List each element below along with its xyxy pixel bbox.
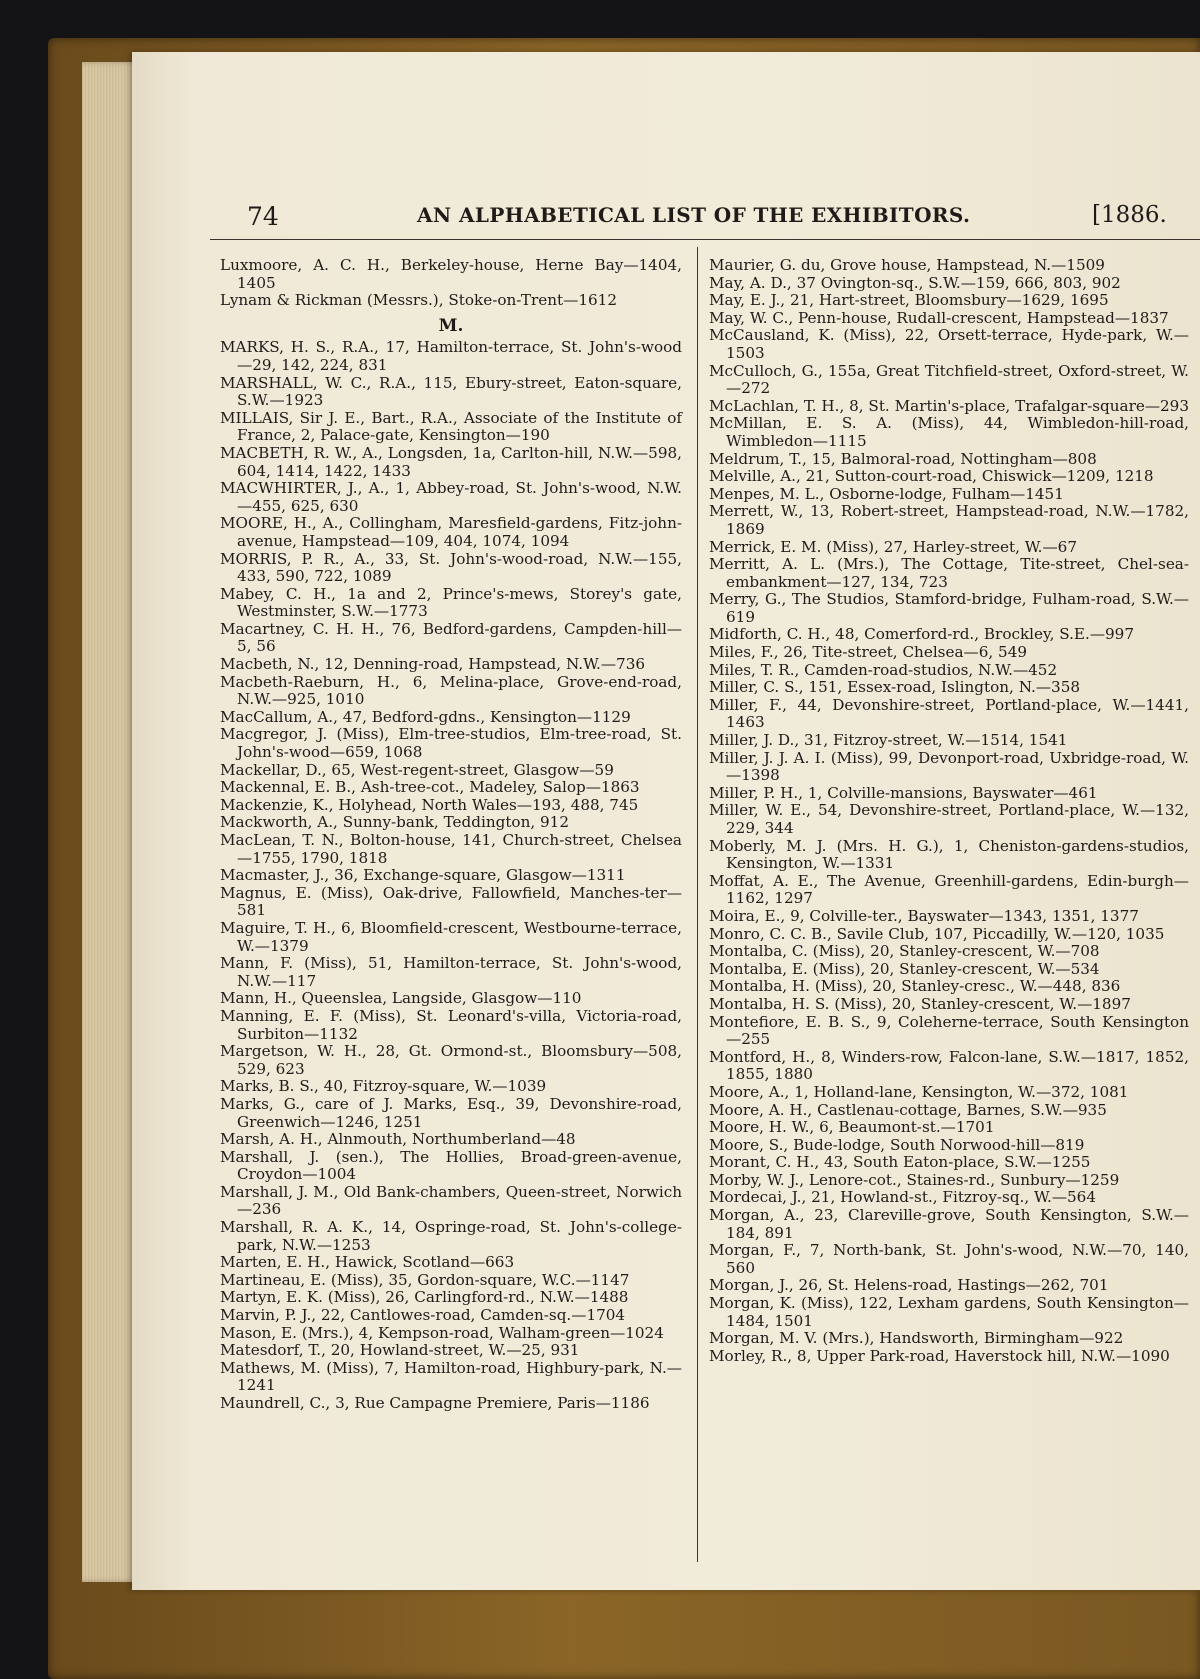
exhibitor-entry: Montalba, H. (Miss), 20, Stanley-cresc., W.—448, 836 — [709, 977, 1121, 996]
exhibitor-entry: Moore, S., Bude-lodge, South Norwood-hill—819 — [709, 1135, 1085, 1154]
running-header — [132, 202, 1200, 238]
exhibitor-entry: Mann, F. (Miss), 51, Hamilton-terrace, St. John's-wood, N.W.—117 — [220, 954, 682, 990]
exhibitor-entry: Macartney, C. H. H., 76, Bedford-gardens, Campden-hill—5, 56 — [220, 619, 682, 656]
exhibitor-entry: Mason, E. (Mrs.), 4, Kempson-road, Walham-green—1024 — [220, 1323, 664, 1342]
exhibitor-entry: Miller, W. E., 54, Devonshire-street, Portland-place, W.—132, 229, 344 — [709, 801, 1189, 837]
exhibitor-entry: Marshall, R. A. K., 14, Ospringe-road, St. John's-college-park, N.W.—1253 — [220, 1218, 682, 1254]
exhibitor-entry: Magnus, E. (Miss), Oak-drive, Fallowfield, Manches-ter—581 — [220, 883, 682, 920]
exhibitor-entry: Marks, G., care of J. Marks, Esq., 39, Devonshire-road, Greenwich—1246, 1251 — [220, 1094, 682, 1131]
exhibitor-entry: Manning, E. F. (Miss), St. Leonard's-villa, Victoria-road, Surbiton—1132 — [220, 1006, 682, 1043]
exhibitor-entry: MOORE, H., A., Collingham, Maresfield-gardens, Fitz-john-avenue, Hampstead—109, 404, 1074, 1094 — [220, 514, 682, 550]
exhibitor-entry: Midforth, C. H., 48, Comerford-rd., Brockley, S.E.—997 — [709, 625, 1135, 644]
exhibitor-entry: Martineau, E. (Miss), 35, Gordon-square, W.C.—1147 — [220, 1270, 630, 1289]
exhibitor-entry: Mabey, C. H., 1a and 2, Prince's-mews, Storey's gate, Westminster, S.W.—1773 — [220, 584, 682, 621]
exhibitor-entry: Menpes, M. L., Osborne-lodge, Fulham—1451 — [709, 484, 1064, 503]
exhibitor-entry: May, A. D., 37 Ovington-sq., S.W.—159, 666, 803, 902 — [709, 273, 1121, 292]
exhibitor-entry: Miller, C. S., 151, Essex-road, Islington, N.—358 — [709, 678, 1081, 697]
exhibitor-entry: Maurier, G. du, Grove house, Hampstead, N.—1509 — [709, 256, 1105, 274]
exhibitor-entry: Lynam & Rickman (Messrs.), Stoke-on-Trent—1612 — [220, 291, 617, 310]
column-divider — [697, 247, 698, 1562]
exhibitor-entry: MARKS, H. S., R.A., 17, Hamilton-terrace, St. John's-wood—29, 142, 224, 831 — [220, 338, 682, 374]
exhibitor-entry: MacCallum, A., 47, Bedford-gdns., Kensington—1129 — [220, 707, 631, 726]
exhibitor-entry: McCulloch, G., 155a, Great Titchfield-street, Oxford-street, W.—272 — [709, 361, 1189, 398]
exhibitor-entry: Marten, E. H., Hawick, Scotland—663 — [220, 1253, 515, 1272]
exhibitor-entry: Morgan, A., 23, Clareville-grove, South Kensington, S.W.—184, 891 — [709, 1206, 1189, 1242]
exhibitor-entry: Mathews, M. (Miss), 7, Hamilton-road, Highbury-park, N.—1241 — [220, 1358, 682, 1395]
exhibitor-entry: Marvin, P. J., 22, Cantlowes-road, Camden-sq.—1704 — [220, 1306, 626, 1325]
exhibitor-entry: McMillan, E. S. A. (Miss), 44, Wimbledon-hill-road, Wimbledon—1115 — [709, 414, 1189, 450]
exhibitor-entry: Moore, H. W., 6, Beaumont-st.—1701 — [709, 1118, 995, 1137]
exhibitor-entry: Miller, P. H., 1, Colville-mansions, Bayswater—461 — [709, 783, 1098, 802]
exhibitor-entry: Mackworth, A., Sunny-bank, Teddington, 912 — [220, 813, 570, 832]
right-column — [709, 257, 1189, 1365]
running-title: AN ALPHABETICAL LIST OF THE EXHIBITORS. — [417, 203, 971, 227]
exhibitor-entry: MARSHALL, W. C., R.A., 115, Ebury-street, Eaton-square, S.W.—1923 — [220, 373, 682, 410]
exhibitor-entry: Moira, E., 9, Colville-ter., Bayswater—1343, 1351, 1377 — [709, 906, 1139, 925]
exhibitor-entry: Montford, H., 8, Winders-row, Falcon-lane, S.W.—1817, 1852, 1855, 1880 — [709, 1047, 1189, 1084]
exhibitor-entry: Luxmoore, A. C. H., Berkeley-house, Herne Bay—1404, 1405 — [220, 256, 682, 292]
exhibitor-entry: Merry, G., The Studios, Stamford-bridge, Fulham-road, S.W.—619 — [709, 590, 1189, 626]
exhibitor-entry: Morley, R., 8, Upper Park-road, Haverstock hill, N.W.—1090 — [709, 1346, 1170, 1365]
exhibitor-entry: Moore, A., 1, Holland-lane, Kensington, W.—372, 1081 — [709, 1082, 1129, 1101]
exhibitor-entry: Macbeth, N., 12, Denning-road, Hampstead, N.W.—736 — [220, 655, 646, 674]
exhibitor-entry: Moffat, A. E., The Avenue, Greenhill-gardens, Edin-burgh—1162, 1297 — [709, 871, 1189, 908]
exhibitor-entry: McLachlan, T. H., 8, St. Martin's-place, Trafalgar-square—293 — [709, 396, 1190, 415]
exhibitor-entry: May, E. J., 21, Hart-street, Bloomsbury—1629, 1695 — [709, 291, 1109, 310]
exhibitor-entry: Morgan, K. (Miss), 122, Lexham gardens, South Kensington—1484, 1501 — [709, 1294, 1189, 1330]
exhibitor-entry: Morby, W. J., Lenore-cot., Staines-rd., Sunbury—1259 — [709, 1170, 1120, 1189]
exhibitor-entry: MacLean, T. N., Bolton-house, 141, Church-street, Chelsea—1755, 1790, 1818 — [220, 831, 682, 867]
exhibitor-entry: Morgan, M. V. (Mrs.), Handsworth, Birmingham—922 — [709, 1329, 1124, 1348]
exhibitor-entry: Montefiore, E. B. S., 9, Coleherne-terrace, South Kensington—255 — [709, 1012, 1189, 1049]
exhibitor-entry: Mordecai, J., 21, Howland-st., Fitzroy-sq., W.—564 — [709, 1188, 1096, 1207]
exhibitor-entry: Marshall, J. (sen.), The Hollies, Broad-green-avenue, Croydon—1004 — [220, 1147, 682, 1184]
exhibitor-entry: MILLAIS, Sir J. E., Bart., R.A., Associate of the Institute of France, 2, Palace-gate, Kensington—190 — [220, 408, 682, 445]
exhibitor-entry: Marsh, A. H., Alnmouth, Northumberland—48 — [220, 1130, 576, 1149]
exhibitor-entry: Merrick, E. M. (Miss), 27, Harley-street, W.—67 — [709, 537, 1078, 556]
header-rule — [210, 239, 1200, 240]
exhibitor-entry: Matesdorf, T., 20, Howland-street, W.—25, 931 — [220, 1341, 580, 1360]
exhibitor-entry: MACWHIRTER, J., A., 1, Abbey-road, St. John's-wood, N.W.—455, 625, 630 — [220, 479, 682, 515]
exhibitor-entry: Morgan, J., 26, St. Helens-road, Hastings—262, 701 — [709, 1276, 1109, 1295]
exhibitor-entry: Miller, F., 44, Devonshire-street, Portland-place, W.—1441, 1463 — [709, 695, 1189, 732]
exhibitor-entry: Morgan, F., 7, North-bank, St. John's-wood, N.W.—70, 140, 560 — [709, 1241, 1189, 1277]
exhibitor-entry: Mackenzie, K., Holyhead, North Wales—193, 488, 745 — [220, 795, 639, 814]
section-letter: M. — [438, 315, 464, 336]
exhibitor-entry: Mann, H., Queenslea, Langside, Glasgow—110 — [220, 989, 582, 1008]
book-page — [132, 52, 1200, 1590]
exhibitor-entry: Montalba, E. (Miss), 20, Stanley-crescent, W.—534 — [709, 959, 1100, 978]
exhibitor-entry: Moore, A. H., Castlenau-cottage, Barnes, S.W.—935 — [709, 1100, 1107, 1119]
exhibitor-entry: Morant, C. H., 43, South Eaton-place, S.W.—1255 — [709, 1153, 1091, 1172]
left-column — [220, 257, 682, 1413]
exhibitor-entry: MACBETH, R. W., A., Longsden, 1a, Carlton-hill, N.W.—598, 604, 1414, 1422, 1433 — [220, 443, 682, 480]
exhibitor-entry: Mackellar, D., 65, West-regent-street, Glasgow—59 — [220, 760, 614, 779]
exhibitor-entry: Miles, F., 26, Tite-street, Chelsea—6, 549 — [709, 643, 1028, 662]
exhibitor-entry: Macmaster, J., 36, Exchange-square, Glasgow—1311 — [220, 866, 626, 885]
exhibitor-entry: Martyn, E. K. (Miss), 26, Carlingford-rd., N.W.—1488 — [220, 1288, 629, 1307]
exhibitor-entry: Marks, B. S., 40, Fitzroy-square, W.—1039 — [220, 1077, 547, 1096]
exhibitor-entry: Maguire, T. H., 6, Bloomfield-crescent, Westbourne-terrace, W.—1379 — [220, 918, 682, 955]
exhibitor-entry: MORRIS, P. R., A., 33, St. John's-wood-road, N.W.—155, 433, 590, 722, 1089 — [220, 549, 682, 586]
exhibitor-entry: Mackennal, E. B., Ash-tree-cot., Madeley, Salop—1863 — [220, 778, 640, 797]
exhibitor-entry: Miller, J. J. A. I. (Miss), 99, Devonport-road, Uxbridge-road, W.—1398 — [709, 748, 1189, 785]
exhibitor-entry: Montalba, C. (Miss), 20, Stanley-crescent, W.—708 — [709, 942, 1100, 961]
exhibitor-entry: Moberly, M. J. (Mrs. H. G.), 1, Cheniston-gardens-studios, Kensington, W.—1331 — [709, 836, 1189, 873]
exhibitor-entry: Melville, A., 21, Sutton-court-road, Chiswick—1209, 1218 — [709, 467, 1154, 486]
exhibitor-entry: Miller, J. D., 31, Fitzroy-street, W.—1514, 1541 — [709, 731, 1068, 750]
exhibitor-entry: Marshall, J. M., Old Bank-chambers, Queen-street, Norwich—236 — [220, 1182, 682, 1219]
exhibitor-entry: McCausland, K. (Miss), 22, Orsett-terrace, Hyde-park, W.—1503 — [709, 326, 1189, 362]
page-edges — [82, 62, 138, 1582]
exhibitor-entry: Merritt, A. L. (Mrs.), The Cottage, Tite-street, Chel-sea-embankment—127, 134, 723 — [709, 555, 1189, 591]
exhibitor-entry: Macbeth-Raeburn, H., 6, Melina-place, Grove-end-road, N.W.—925, 1010 — [220, 672, 682, 709]
exhibitor-entry: Monro, C. C. B., Savile Club, 107, Piccadilly, W.—120, 1035 — [709, 924, 1165, 943]
exhibitor-entry: Montalba, H. S. (Miss), 20, Stanley-crescent, W.—1897 — [709, 994, 1131, 1013]
exhibitor-entry: Miles, T. R., Camden-road-studios, N.W.—452 — [709, 660, 1058, 679]
year-label: [1886. — [1092, 202, 1167, 228]
exhibitor-entry: Macgregor, J. (Miss), Elm-tree-studios, Elm-tree-road, St. John's-wood—659, 1068 — [220, 725, 682, 762]
exhibitor-entry: Merrett, W., 13, Robert-street, Hampstead-road, N.W.—1782, 1869 — [709, 502, 1189, 538]
exhibitor-entry: May, W. C., Penn-house, Rudall-crescent, Hampstead—1837 — [709, 308, 1169, 327]
exhibitor-entry: Maundrell, C., 3, Rue Campagne Premiere, Paris—1186 — [220, 1394, 650, 1412]
page-number: 74 — [247, 202, 279, 231]
exhibitor-entry: Meldrum, T., 15, Balmoral-road, Nottingham—808 — [709, 449, 1097, 468]
exhibitor-entry: Margetson, W. H., 28, Gt. Ormond-st., Bloomsbury—508, 529, 623 — [220, 1042, 682, 1078]
